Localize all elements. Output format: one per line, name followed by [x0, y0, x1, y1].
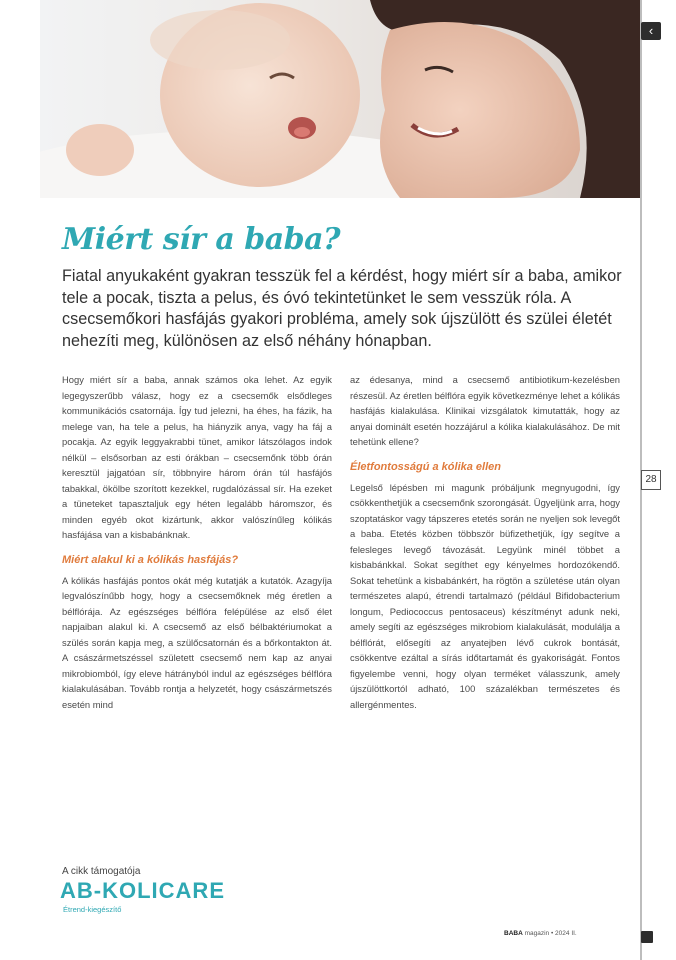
- hero-photo: [40, 0, 640, 198]
- column-left: [62, 372, 332, 714]
- sponsor-tagline: Étrend-kiegészítő: [63, 905, 122, 914]
- column-right: [350, 372, 620, 714]
- page-number-tab[interactable]: 28: [641, 470, 661, 490]
- back-icon[interactable]: ‹: [641, 22, 661, 40]
- mother-baby-illustration: [40, 0, 640, 198]
- footer-brand: BABA: [504, 930, 523, 937]
- paragraph: Hogy miért sír a baba, annak számos oka lehet. Az egyik legegyszerűbb válasz, hogy ez a csecsemők elsődleges kommunikációs csatornája. Így tud jelezni, ha éhes, ha fázik, ha melege van, ha tele a pelus, ha hiányzik anya, vagy ha fáj a pocakja. Az egyik leggyakrabbi tünet, amikor látszólagos indok nélkül – elsősorban az esti órákban – csecsemőnk több órán keresztül jajgatóan sír, többnyire három órán túl hasfájós tabakkal, ökölbe szorított kezekkel, rugdalózással sír. Ha ezeket a tüneteket tapasztaljuk egy héten legalább háromszor, és minden egyéb okot kizártunk, akkor valószínűleg kólikás hasfájása van a kisbabánknak.: [62, 374, 332, 540]
- subheading-right: Életfontosságú a kólika ellen: [350, 460, 501, 473]
- bottom-tab-icon[interactable]: [641, 931, 653, 943]
- sponsor-label: A cikk támogatója: [62, 866, 141, 877]
- paragraph: Legelső lépésben mi magunk próbáljunk megnyugodni, így csökkenthetjük a csecsemőnk szorongását. Ügyeljünk arra, hogy szoptatáskor vagy tápszeres etetés során ne nyeljen sok levegőt a baba. Etetés közben többször büfizethetjük, így segítve a felesleges levegő távozását. Legyünk minél többet a kisbabánkkal. Sokat segíthet egy kényelmes hordozókendő. Sokat tehetünk a kisbabánkért, ha rögtön a születése után olyan természetes alapú, étrendi tartalmazó (például Bifidobacterium longum, Pediococcus pentosaceus) készítményt adunk neki, amely segíti az egészséges mikrobiom kialakulását, modulálja a bélflórát, elősegíti az anyatejben lévő cukrok bontását, csökkentve ezáltal a sírás időtartamát és gyakoriságát. Fontos figyelembe venni, hogy olyan terméket válasszunk, amely újszülöttkortól adható, 100 százalékban természetes és allergénmentes.: [350, 481, 620, 710]
- sponsor-logo: AB-KOLICARE: [60, 878, 225, 903]
- paragraph: A kólikás hasfájás pontos okát még kutatják a kutatók. Azagyíja legvalószínűbb hogy, hogy a csecsemőknek még éretlen a bélflórája. Az egészséges bélflóra felépülése az első élet napjaiban alakul ki. A csecsemő az első bélbaktériumokat a szülés során kapja meg, a szülőcsatornán és a bőrkontakton át. A császármetszéssel született csecsemő nem kap az anyai mikrobiomból, így eleve hátrányból indul az egészséges bélflóra kialakulásában. Tovább rontja a helyzetét, hogy császármetszés esetén mind: [62, 574, 332, 710]
- article-title: Miért sír a baba?: [62, 222, 341, 257]
- subheading-left: Miért alakul ki a kólikás hasfájás?: [62, 553, 239, 566]
- page-footer: [504, 930, 577, 937]
- footer-text: magazin • 2024 II.: [524, 930, 577, 937]
- paragraph: az édesanya, mind a csecsemő antibiotikum-kezelésben részesül. Az éretlen bélflóra egyik következménye lehet a kólikás hasfájás kialakulása. Klinikai vizsgálatok kimutatták, hogy az anyai dominált esetén hozzájárul a kólika kialakulásához. De mit tehetünk ellene?: [350, 374, 620, 447]
- article-lead: Fiatal anyukaként gyakran tesszük fel a kérdést, hogy miért sír a baba, amikor tele a pocak, tiszta a pelus, és óvó tekintetünket le sem vesszük róla. A csecsemőkori hasfájás gyakori probléma, amely sok újszülött és szülei életét nehezíti meg, különösen az első néhány hónapban.: [62, 267, 622, 350]
